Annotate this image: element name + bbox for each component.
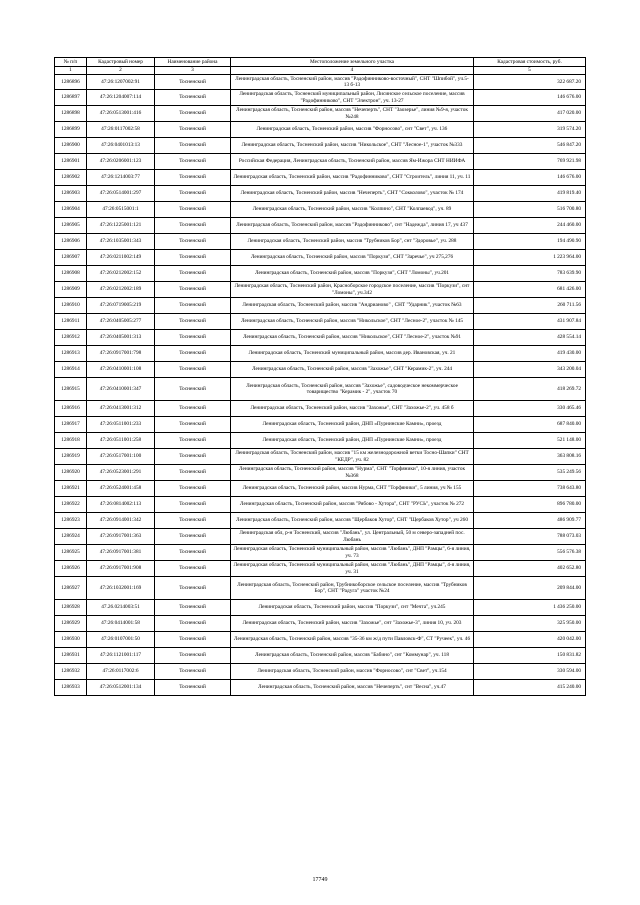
cadastral-value-cell: 687 840.00 bbox=[474, 417, 586, 433]
row-number-cell: 1286907 bbox=[55, 250, 87, 266]
cadastral-value-cell: 322 687.20 bbox=[474, 75, 586, 90]
cadastral-number-cell: 47:26:0917001:798 bbox=[87, 346, 155, 362]
cadastral-value-cell: 363 808.16 bbox=[474, 449, 586, 465]
table-row bbox=[55, 186, 586, 202]
header-cell-district: Наименование района bbox=[155, 58, 231, 67]
cadastral-number-cell: 47:26:0410001:347 bbox=[87, 378, 155, 401]
district-cell: Тосненский bbox=[155, 154, 231, 170]
table-row bbox=[55, 362, 586, 378]
row-number-cell: 1286921 bbox=[55, 481, 87, 497]
cadastral-number-cell: 47:26:0107001:50 bbox=[87, 632, 155, 648]
district-cell: Тосненский bbox=[155, 122, 231, 138]
header-cell-location: Местоположение земельного участка bbox=[231, 58, 474, 67]
cadastral-number-cell: 47:26:0117002:58 bbox=[87, 122, 155, 138]
cadastral-value-cell: 535 249.56 bbox=[474, 465, 586, 481]
location-cell: Ленинградская область, Тосненский район, массив "Поркузи", снт "Мечта", уч.245 bbox=[231, 600, 474, 616]
district-cell: Тосненский bbox=[155, 616, 231, 632]
cadastral-value-cell: 556 576.38 bbox=[474, 545, 586, 561]
table-row bbox=[55, 266, 586, 282]
cadastral-value-cell: 244 460.00 bbox=[474, 218, 586, 234]
cadastral-number-cell: 47:26:0524001:458 bbox=[87, 481, 155, 497]
table-row bbox=[55, 561, 586, 577]
district-cell: Тосненский bbox=[155, 362, 231, 378]
row-number-cell: 1286903 bbox=[55, 186, 87, 202]
cadastral-number-cell: 47:26:0414001:58 bbox=[87, 616, 155, 632]
cadastral-number-cell: 47:26:1214003:77 bbox=[87, 170, 155, 186]
column-number-cell: 5 bbox=[474, 67, 586, 75]
cadastral-value-cell: 260 711.56 bbox=[474, 298, 586, 314]
table-row bbox=[55, 680, 586, 696]
table-row bbox=[55, 465, 586, 481]
cadastral-number-cell: 47:26:0405005:277 bbox=[87, 314, 155, 330]
table-row bbox=[55, 449, 586, 465]
district-cell: Тосненский bbox=[155, 648, 231, 664]
district-cell: Тосненский bbox=[155, 378, 231, 401]
location-cell: Ленинградская обл, р-н Тосненский, массив "Любань", ул. Центральный, 50 м северо-западней пос. Любань bbox=[231, 529, 474, 545]
location-cell: Ленинградская область, Тосненский район, массив "Захожье", СНТ "Керамик-2", уч. 244 bbox=[231, 362, 474, 378]
table-row bbox=[55, 330, 586, 346]
row-number-cell: 1286914 bbox=[55, 362, 87, 378]
cadastral-number-cell: 47:26:0410001:108 bbox=[87, 362, 155, 378]
cadastral-number-cell: 47:26:1032001:169 bbox=[87, 577, 155, 600]
cadastral-number-cell: 47.26.0214003:51 bbox=[87, 600, 155, 616]
cadastral-value-cell: 783 639.90 bbox=[474, 266, 586, 282]
district-cell: Тосненский bbox=[155, 449, 231, 465]
cadastral-value-cell: 417 020.00 bbox=[474, 106, 586, 122]
table-row bbox=[55, 378, 586, 401]
cadastral-number-cell: 47:26:0212002:152 bbox=[87, 266, 155, 282]
cadastral-value-table bbox=[54, 57, 586, 696]
table-row bbox=[55, 664, 586, 680]
location-cell: Ленинградская область, Тосненский район, массив "Бабино", снт "Коммунар", уч. 118 bbox=[231, 648, 474, 664]
district-cell: Тосненский bbox=[155, 218, 231, 234]
row-number-cell: 1286920 bbox=[55, 465, 87, 481]
cadastral-number-cell: 47:26:0206001:123 bbox=[87, 154, 155, 170]
table-row bbox=[55, 218, 586, 234]
table-row bbox=[55, 632, 586, 648]
cadastral-value-cell: 415 240.00 bbox=[474, 680, 586, 696]
location-cell: Ленинградская область, Тосненский район, Трубникоборское сельское поселение, массив "Трубников Бор", СНТ "Радуга" участок №24 bbox=[231, 577, 474, 600]
cadastral-number-cell: 47:26:0413001:312 bbox=[87, 401, 155, 417]
cadastral-number-cell: 47:26:0515001:1 bbox=[87, 202, 155, 218]
location-cell: Ленинградская область, Тосненский район, массив "Трубников Бор", снт "Здоровье", уч. 288 bbox=[231, 234, 474, 250]
table-row bbox=[55, 616, 586, 632]
district-cell: Тосненский bbox=[155, 577, 231, 600]
cadastral-value-cell: 486 909.77 bbox=[474, 513, 586, 529]
cadastral-value-cell: 738 643.80 bbox=[474, 481, 586, 497]
location-cell: Ленинградская область, Тосненский район, массив "35-36 км ж/д пути Павловск-Ф", СТ "Ручеек", уч. 46 bbox=[231, 632, 474, 648]
row-number-cell: 1286913 bbox=[55, 346, 87, 362]
location-cell: Ленинградская область, Тосненский район, массив "Никольское", СНТ "Лесное-1", участок №333 bbox=[231, 138, 474, 154]
district-cell: Тосненский bbox=[155, 106, 231, 122]
cadastral-number-cell: 47:26:0512001:134 bbox=[87, 680, 155, 696]
row-number-cell: 1286906 bbox=[55, 234, 87, 250]
table-row bbox=[55, 401, 586, 417]
location-cell: Ленинградская область, Тосненский район, массив "Радофинниково-восточный", СНТ "Шпибой", уч.5-13 б-13 bbox=[231, 75, 474, 90]
table-row bbox=[55, 314, 586, 330]
row-number-cell: 1286902 bbox=[55, 170, 87, 186]
location-cell: Ленинградская область, Тосненский район, массив "Форносово", снт "Свет", уч.154 bbox=[231, 664, 474, 680]
table-row bbox=[55, 577, 586, 600]
district-cell: Тосненский bbox=[155, 529, 231, 545]
cadastral-value-cell: 194 490.90 bbox=[474, 234, 586, 250]
table-row bbox=[55, 170, 586, 186]
table-row bbox=[55, 648, 586, 664]
table-row bbox=[55, 298, 586, 314]
district-cell: Тосненский bbox=[155, 186, 231, 202]
location-cell: Ленинградская область, Тосненский район, массив "Захожье", садоводческое некоммерческое товарищество "Керамик - 2", участок 70 bbox=[231, 378, 474, 401]
location-cell: Ленинградская область, Тосненский район, массив "15 км железнодорожной ветки Тосно-Шапки" СНТ "КЕДР", уч. 82 bbox=[231, 449, 474, 465]
row-number-cell: 1286912 bbox=[55, 330, 87, 346]
location-cell: Ленинградская область, Тосненский район, массив "Рябово - Хутора", СНТ "РУСЬ", участок № 272 bbox=[231, 497, 474, 513]
district-cell: Тосненский bbox=[155, 545, 231, 561]
district-cell: Тосненский bbox=[155, 282, 231, 298]
location-cell: Ленинградская область, Тосненский район, массив "Андрианово" , СНТ "Ударник", участок №63 bbox=[231, 298, 474, 314]
location-cell: Ленинградская область, Тосненский муниципальный район, Лисинское сельское поселение, массив "Радофинниково", СНТ "Электрон", уч. 13-27 bbox=[231, 90, 474, 106]
cadastral-value-cell: 420 042.00 bbox=[474, 632, 586, 648]
table-row bbox=[55, 417, 586, 433]
cadastral-value-cell: 146 676.00 bbox=[474, 170, 586, 186]
district-cell: Тосненский bbox=[155, 314, 231, 330]
cadastral-value-cell: 402 652.80 bbox=[474, 561, 586, 577]
cadastral-number-cell: 47:26:1225001:121 bbox=[87, 218, 155, 234]
row-number-cell: 1286909 bbox=[55, 282, 87, 298]
row-number-cell: 1286925 bbox=[55, 545, 87, 561]
row-number-cell: 1286930 bbox=[55, 632, 87, 648]
district-cell: Тосненский bbox=[155, 170, 231, 186]
district-cell: Тосненский bbox=[155, 561, 231, 577]
cadastral-value-cell: 325 950.00 bbox=[474, 616, 586, 632]
cadastral-value-cell: 546 847.20 bbox=[474, 138, 586, 154]
row-number-cell: 1286933 bbox=[55, 680, 87, 696]
row-number-cell: 1286901 bbox=[55, 154, 87, 170]
cadastral-number-cell: 47:26:1121001:117 bbox=[87, 648, 155, 664]
location-cell: Ленинградская область, Тосненский район, массив "Форносово", снт "Свет", уч. 136 bbox=[231, 122, 474, 138]
column-number-row bbox=[55, 67, 586, 75]
row-number-cell: 1286910 bbox=[55, 298, 87, 314]
district-cell: Тосненский bbox=[155, 417, 231, 433]
row-number-cell: 1286896 bbox=[55, 75, 87, 90]
table-row bbox=[55, 481, 586, 497]
cadastral-value-cell: 330 465.46 bbox=[474, 401, 586, 417]
cadastral-number-cell: 47:26:0914001:342 bbox=[87, 513, 155, 529]
row-number-cell: 1286911 bbox=[55, 314, 87, 330]
cadastral-number-cell: 47:26:1207002:91 bbox=[87, 75, 155, 90]
cadastral-value-cell: 146 676.00 bbox=[474, 90, 586, 106]
cadastral-value-cell: 319 574.20 bbox=[474, 122, 586, 138]
column-number-cell: 3 bbox=[155, 67, 231, 75]
header-cell-cadastral-value: Кадастровая стоимость, руб. bbox=[474, 58, 586, 67]
location-cell: Ленинградская область, Тосненский район, массив "Нечеперть", СНТ "Заозерье", линия №9-я, участок №248 bbox=[231, 106, 474, 122]
district-cell: Тосненский bbox=[155, 401, 231, 417]
district-cell: Тосненский bbox=[155, 346, 231, 362]
table-row bbox=[55, 513, 586, 529]
column-number-cell: 1 bbox=[55, 67, 87, 75]
cadastral-number-cell: 47:26:1035001:343 bbox=[87, 234, 155, 250]
row-number-cell: 1286900 bbox=[55, 138, 87, 154]
cadastral-number-cell: 47:26:0405001:313 bbox=[87, 330, 155, 346]
page-number: 17749 bbox=[312, 877, 328, 883]
cadastral-number-cell: 47:26:1204007:114 bbox=[87, 90, 155, 106]
cadastral-value-cell: 431 907.84 bbox=[474, 314, 586, 330]
cadastral-number-cell: 47:26:0401013:13 bbox=[87, 138, 155, 154]
cadastral-number-cell: 47:26:0212002:189 bbox=[87, 282, 155, 298]
district-cell: Тосненский bbox=[155, 138, 231, 154]
district-cell: Тосненский bbox=[155, 513, 231, 529]
table-row bbox=[55, 75, 586, 90]
row-number-cell: 1286917 bbox=[55, 417, 87, 433]
table-row bbox=[55, 250, 586, 266]
cadastral-number-cell: 47:26:0117002:6 bbox=[87, 664, 155, 680]
district-cell: Тосненский bbox=[155, 202, 231, 218]
row-number-cell: 1286928 bbox=[55, 600, 87, 616]
row-number-cell: 1286904 bbox=[55, 202, 87, 218]
row-number-cell: 1286905 bbox=[55, 218, 87, 234]
cadastral-number-cell: 47:26:0514001:297 bbox=[87, 186, 155, 202]
location-cell: Ленинградская область, Тосненский район, массив "Поркузи", СНТ "Ломоны", уч.201 bbox=[231, 266, 474, 282]
cadastral-value-cell: 516 700.80 bbox=[474, 202, 586, 218]
cadastral-number-cell: 47:26:0523001:291 bbox=[87, 465, 155, 481]
cadastral-number-cell: 47:26:0917001:363 bbox=[87, 529, 155, 545]
location-cell: Ленинградская область, Тосненский район, массив "Нечеперть", СНТ "Сокколово", участок № 174 bbox=[231, 186, 474, 202]
location-cell: Ленинградская область, Тосненский район, массив "Захожье", СНТ "Захожье-2", уч. 458 б bbox=[231, 401, 474, 417]
cadastral-value-cell: 419 819.40 bbox=[474, 186, 586, 202]
location-cell: Ленинградская область, Тосненский район, массив "Захожье", снт "Захожье-3", линия 10, уч. 203 bbox=[231, 616, 474, 632]
location-cell: Российская Федерация, Ленинградская область, Тосненский район, массив Ям-Ижора СНТ НИИФА bbox=[231, 154, 474, 170]
table-row bbox=[55, 138, 586, 154]
header-cell-number: № п/п bbox=[55, 58, 87, 67]
row-number-cell: 1286931 bbox=[55, 648, 87, 664]
location-cell: Ленинградская область, Тосненский район, массив "Щербаков Хутор", СНТ "Щербаков Хутор", уч 260 bbox=[231, 513, 474, 529]
table-row bbox=[55, 154, 586, 170]
column-number-cell: 4 bbox=[231, 67, 474, 75]
row-number-cell: 1286923 bbox=[55, 513, 87, 529]
table-row bbox=[55, 433, 586, 449]
district-cell: Тосненский bbox=[155, 266, 231, 282]
district-cell: Тосненский bbox=[155, 497, 231, 513]
location-cell: Ленинградская область, Тосненский район, массив "Поркузи", СНТ "Заречье", уч 275,276 bbox=[231, 250, 474, 266]
cadastral-value-cell: 896 780.00 bbox=[474, 497, 586, 513]
row-number-cell: 1286932 bbox=[55, 664, 87, 680]
cadastral-value-cell: 418 269.72 bbox=[474, 378, 586, 401]
cadastral-value-cell: 150 831.82 bbox=[474, 648, 586, 664]
column-number-cell: 2 bbox=[87, 67, 155, 75]
cadastral-value-cell: 419 430.00 bbox=[474, 346, 586, 362]
location-cell: Ленинградская область, Тосненский район, массив "Никольское", СНТ "Лесное-2", участок №91 bbox=[231, 330, 474, 346]
location-cell: Ленинградская область, Тосненский район, ДНП «Пурнинские Камни», проезд bbox=[231, 433, 474, 449]
location-cell: Ленинградская область, Тосненский муниципальный район, массив "Любань", ДНП "Рамцы", 4-я линия, уч. 31 bbox=[231, 561, 474, 577]
cadastral-value-cell: 1 223 964.00 bbox=[474, 250, 586, 266]
row-number-cell: 1286897 bbox=[55, 90, 87, 106]
table-row bbox=[55, 106, 586, 122]
table-body bbox=[55, 58, 586, 696]
cadastral-number-cell: 47:26:0814002:113 bbox=[87, 497, 155, 513]
cadastral-number-cell: 47:26:0511001:233 bbox=[87, 417, 155, 433]
header-cell-cadastral-number: Кадастровый номер bbox=[87, 58, 155, 67]
location-cell: Ленинградская область, Тосненский район, массив "Радофинниково", снт "Надежда", линия 17, уч 437 bbox=[231, 218, 474, 234]
row-number-cell: 1286899 bbox=[55, 122, 87, 138]
table-row bbox=[55, 545, 586, 561]
cadastral-value-cell: 343 200.04 bbox=[474, 362, 586, 378]
table-row bbox=[55, 497, 586, 513]
location-cell: Ленинградская область, Тосненский муниципальный район, массив дер. Ивановская, уч. 21 bbox=[231, 346, 474, 362]
row-number-cell: 1286924 bbox=[55, 529, 87, 545]
table-row bbox=[55, 90, 586, 106]
cadastral-value-cell: 769 921.98 bbox=[474, 154, 586, 170]
row-number-cell: 1286908 bbox=[55, 266, 87, 282]
row-number-cell: 1286916 bbox=[55, 401, 87, 417]
location-cell: Ленинградская область, Тосненский район, массив "Нечеперть", снт "Весна", уч.47 bbox=[231, 680, 474, 696]
cadastral-number-cell: 47:26:0917001:908 bbox=[87, 561, 155, 577]
district-cell: Тосненский bbox=[155, 664, 231, 680]
cadastral-number-cell: 47:26:0511001:258 bbox=[87, 433, 155, 449]
cadastral-value-cell: 788 073.03 bbox=[474, 529, 586, 545]
row-number-cell: 1286915 bbox=[55, 378, 87, 401]
row-number-cell: 1286918 bbox=[55, 433, 87, 449]
cadastral-value-cell: 521 148.00 bbox=[474, 433, 586, 449]
row-number-cell: 1286926 bbox=[55, 561, 87, 577]
cadastral-number-cell: 47:26:0513001:416 bbox=[87, 106, 155, 122]
table-row bbox=[55, 234, 586, 250]
district-cell: Тосненский bbox=[155, 234, 231, 250]
table-row bbox=[55, 202, 586, 218]
header-row bbox=[55, 58, 586, 67]
district-cell: Тосненский bbox=[155, 465, 231, 481]
cadastral-number-cell: 47:26:0917001:381 bbox=[87, 545, 155, 561]
location-cell: Ленинградская область, Тосненский район, массив "Никольское", СНТ "Лесное-2", участок № 145 bbox=[231, 314, 474, 330]
location-cell: Ленинградская область, Тосненский район, массив "Колпино", СНТ "Колпаевод", уч. 89 bbox=[231, 202, 474, 218]
cadastral-number-cell: 47:26:0719005:219 bbox=[87, 298, 155, 314]
cadastral-value-cell: 681 426.00 bbox=[474, 282, 586, 298]
table-row bbox=[55, 346, 586, 362]
cadastral-value-cell: 330 594.00 bbox=[474, 664, 586, 680]
district-cell: Тосненский bbox=[155, 433, 231, 449]
location-cell: Ленинградская область, Тосненский район, массив "Нурма", СНТ "Торфяники", 10-я линия, участок №368 bbox=[231, 465, 474, 481]
cadastral-value-cell: 428 554.14 bbox=[474, 330, 586, 346]
row-number-cell: 1286929 bbox=[55, 616, 87, 632]
district-cell: Тосненский bbox=[155, 481, 231, 497]
table-row bbox=[55, 600, 586, 616]
cadastral-value-cell: 1 436 250.00 bbox=[474, 600, 586, 616]
district-cell: Тосненский bbox=[155, 90, 231, 106]
row-number-cell: 1286922 bbox=[55, 497, 87, 513]
district-cell: Тосненский bbox=[155, 330, 231, 346]
row-number-cell: 1286927 bbox=[55, 577, 87, 600]
cadastral-number-cell: 47:26:0211002:149 bbox=[87, 250, 155, 266]
location-cell: Ленинградская область, Тосненский район, массив Нурма, СНТ "Торфяники", 5 линия, уч № 155 bbox=[231, 481, 474, 497]
location-cell: Ленинградская область, Тосненский муниципальный район, массив "Любань", ДНП "Рамцы", 6-я линия, уч. 73 bbox=[231, 545, 474, 561]
cadastral-number-cell: 47:26:0517001:100 bbox=[87, 449, 155, 465]
district-cell: Тосненский bbox=[155, 600, 231, 616]
location-cell: Ленинградская область, Тосненский район, ДНП «Пурнинские Камни», проезд bbox=[231, 417, 474, 433]
cadastral-value-cell: 209 844.00 bbox=[474, 577, 586, 600]
table-row bbox=[55, 529, 586, 545]
district-cell: Тосненский bbox=[155, 298, 231, 314]
district-cell: Тосненский bbox=[155, 250, 231, 266]
row-number-cell: 1286898 bbox=[55, 106, 87, 122]
row-number-cell: 1286919 bbox=[55, 449, 87, 465]
table-row bbox=[55, 282, 586, 298]
location-cell: Ленинградская область, Тосненский район, Красноборское городское поселение, массив "Поркузи", снт "Ломоны", уч.342 bbox=[231, 282, 474, 298]
district-cell: Тосненский bbox=[155, 75, 231, 90]
district-cell: Тосненский bbox=[155, 680, 231, 696]
location-cell: Ленинградская область, Тосненский район, массив "Радофинниково", СНТ "Строитель", линия 11, уч. 11 bbox=[231, 170, 474, 186]
table-row bbox=[55, 122, 586, 138]
district-cell: Тосненский bbox=[155, 632, 231, 648]
